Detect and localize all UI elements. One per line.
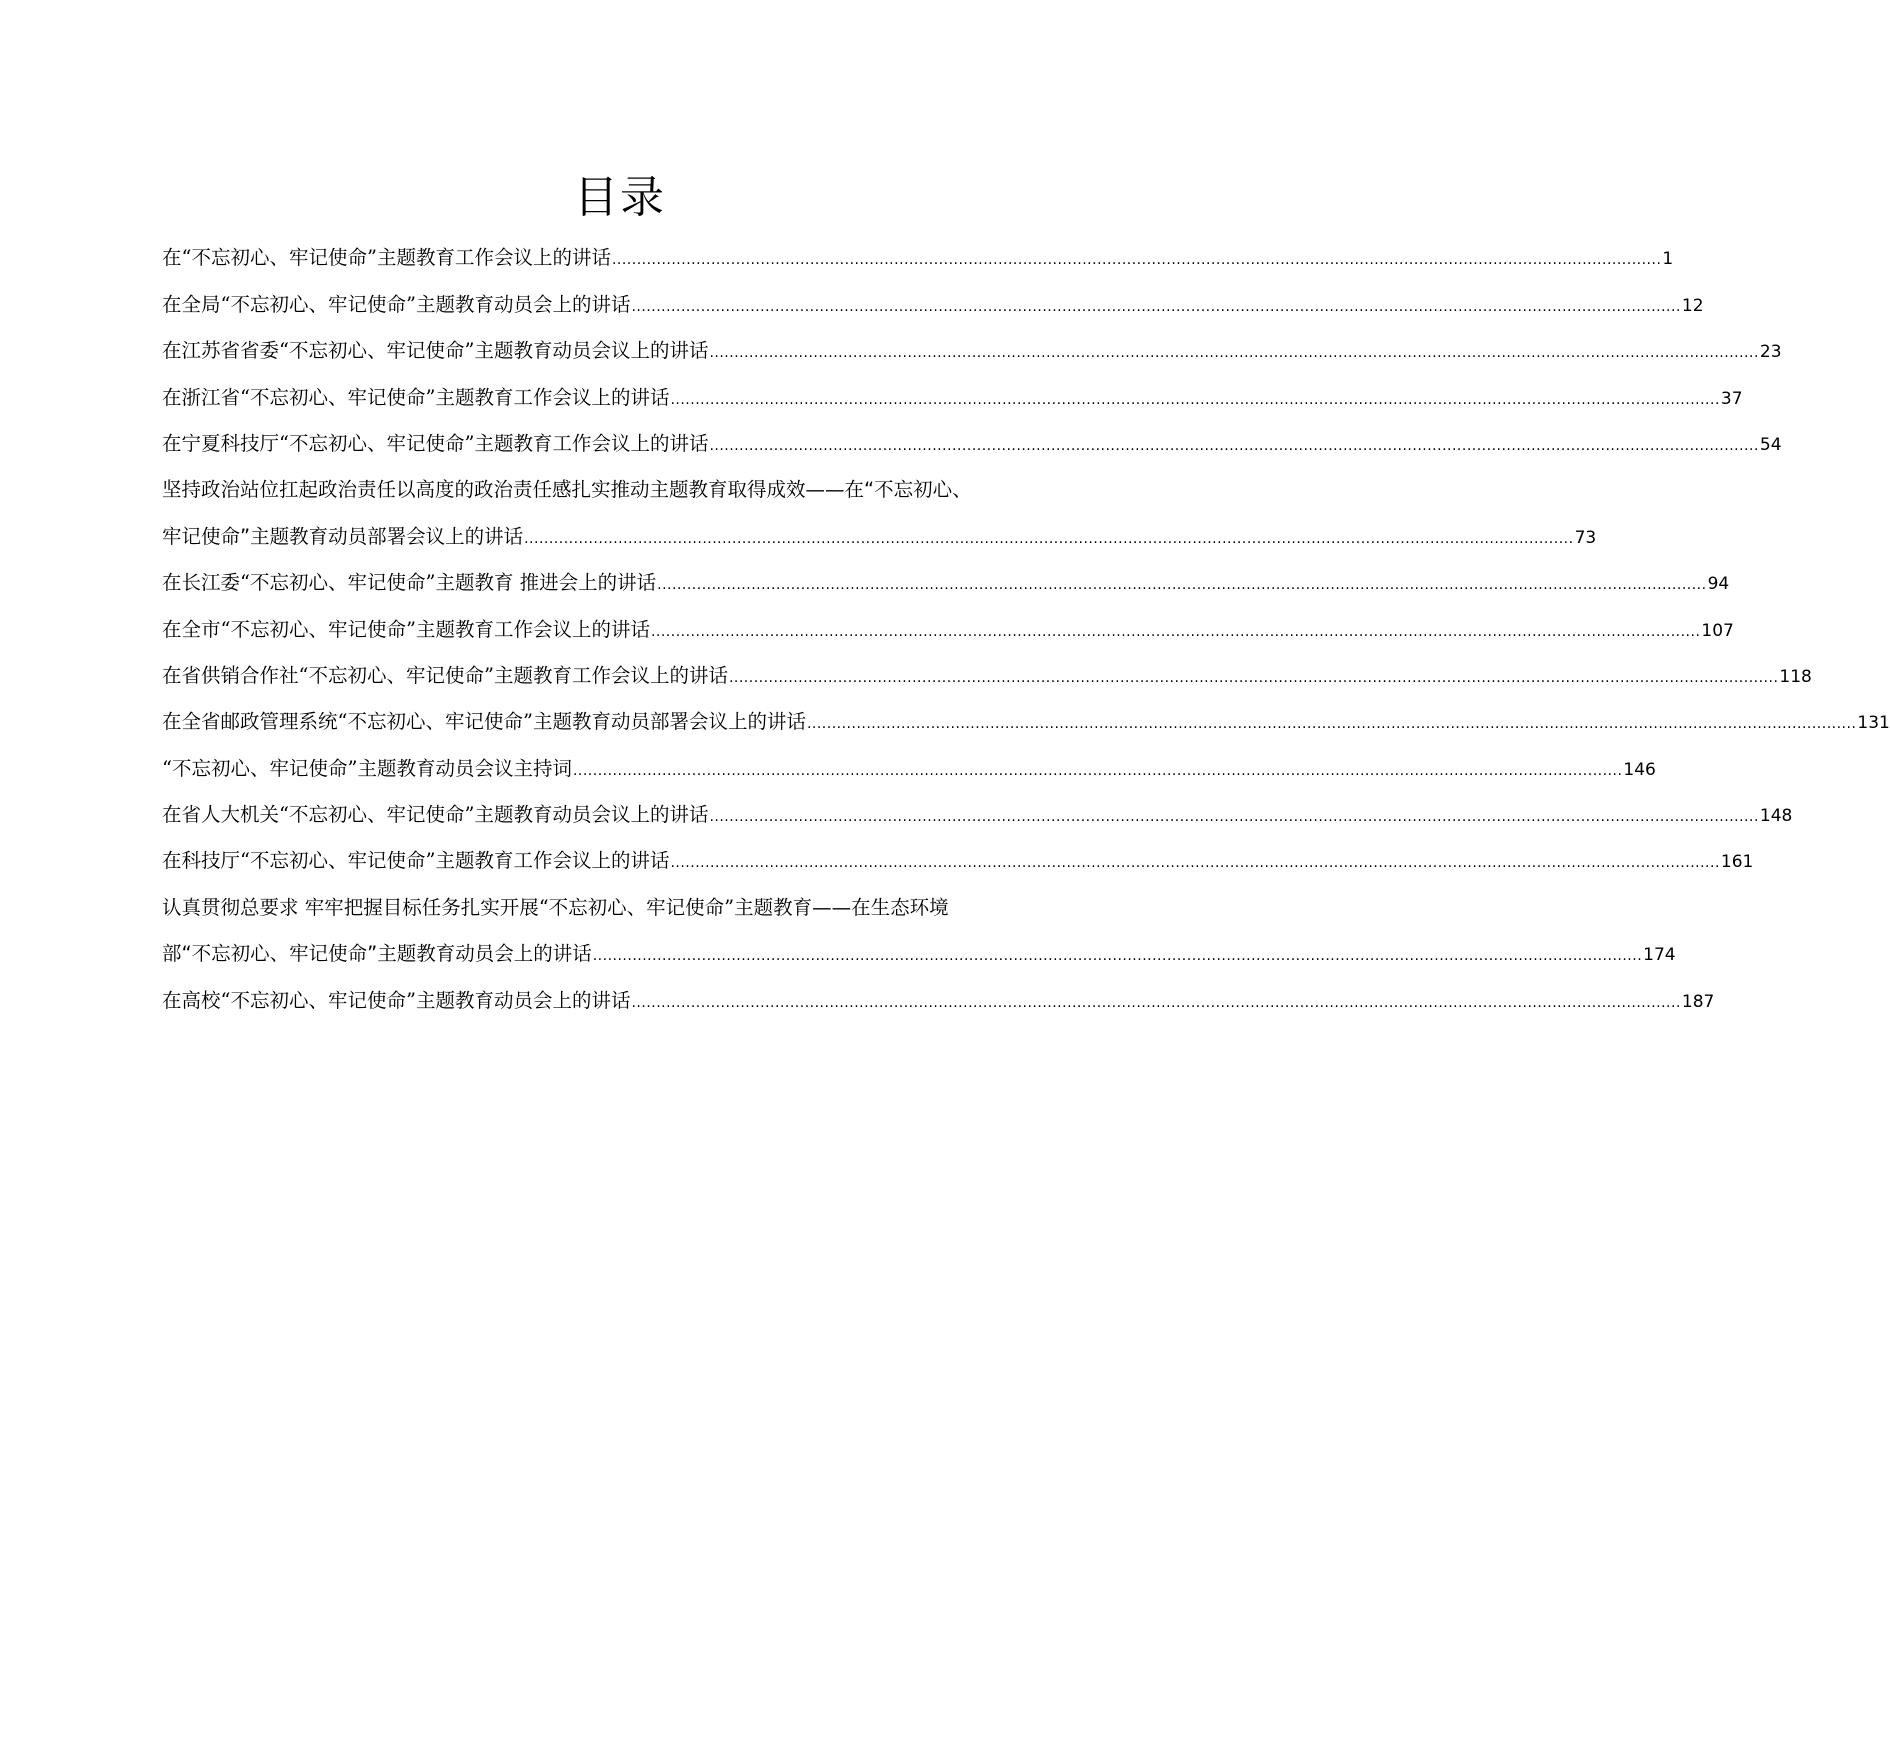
toc-entry[interactable] bbox=[162, 412, 1782, 458]
toc-page-number: 187 bbox=[1681, 991, 1715, 1012]
toc-page-number: 1 bbox=[1662, 249, 1674, 270]
toc-entry[interactable] bbox=[162, 736, 1656, 782]
toc-entry-title: “不忘初心、牢记使命”主题教育动员会议主持词 bbox=[162, 756, 572, 780]
toc-entry-title: 在高校“不忘初心、牢记使命”主题教育动员会上的讲话 bbox=[162, 988, 631, 1012]
toc-page-number: 12 bbox=[1681, 295, 1704, 316]
toc-page-number: 174 bbox=[1643, 945, 1676, 966]
toc-entry-title-line1-subtitle: ——在生态环境 bbox=[812, 895, 949, 919]
toc-entry[interactable] bbox=[162, 226, 1674, 272]
table-of-contents bbox=[162, 226, 1890, 1015]
toc-entry-title: 在长江委“不忘初心、牢记使命”主题教育 推进会上的讲话 bbox=[162, 571, 657, 595]
toc-page-number: 54 bbox=[1759, 434, 1782, 455]
toc-page-number: 107 bbox=[1701, 620, 1734, 641]
toc-entry-title: 在全局“不忘初心、牢记使命”主题教育动员会上的讲话 bbox=[162, 292, 631, 316]
toc-entry-title: 在全省邮政管理系统“不忘初心、牢记使命”主题教育动员部署会议上的讲话 bbox=[162, 710, 806, 734]
toc-entry[interactable] bbox=[162, 968, 1715, 1014]
toc-entry-title-line1: 认真贯彻总要求 牢牢把握目标任务扎实开展“不忘初心、牢记使命”主题教育 bbox=[162, 895, 813, 919]
toc-entry[interactable] bbox=[162, 690, 1890, 736]
toc-dot-leader: .................................................................................................................................................................................................................... bbox=[592, 948, 1643, 965]
toc-dot-leader: .................................................................................................................................................................................................................... bbox=[650, 623, 1701, 640]
toc-entry-title: 在省供销合作社“不忘初心、牢记使命”主题教育工作会议上的讲话 bbox=[162, 663, 728, 687]
toc-dot-leader: .................................................................................................................................................................................................................... bbox=[709, 345, 1759, 362]
toc-entry-title: 在宁夏科技厅“不忘初心、牢记使命”主题教育工作会议上的讲话 bbox=[162, 431, 709, 455]
toc-entry[interactable] bbox=[162, 551, 1730, 597]
toc-entry-title: 在“不忘初心、牢记使命”主题教育工作会议上的讲话 bbox=[162, 246, 611, 270]
toc-entry-title: 牢记使命”主题教育动员部署会议上的讲话 bbox=[162, 524, 524, 548]
toc-dot-leader: .................................................................................................................................................................................................................... bbox=[806, 716, 1857, 733]
toc-page-number: 118 bbox=[1779, 666, 1812, 687]
toc-page-number: 73 bbox=[1574, 527, 1597, 548]
toc-page-number: 148 bbox=[1759, 806, 1793, 827]
toc-entry[interactable] bbox=[162, 504, 1597, 550]
toc-entry-title: 在省人大机关“不忘初心、牢记使命”主题教育动员会议上的讲话 bbox=[162, 803, 709, 827]
toc-page-number: 131 bbox=[1857, 713, 1890, 734]
toc-dot-leader: .................................................................................................................................................................................................................... bbox=[670, 855, 1720, 872]
toc-dot-leader: .................................................................................................................................................................................................................... bbox=[631, 298, 1681, 315]
toc-entry-title: 在科技厅“不忘初心、牢记使命”主题教育工作会议上的讲话 bbox=[162, 849, 670, 873]
toc-dot-leader: .................................................................................................................................................................................................................... bbox=[670, 391, 1720, 408]
toc-entry-title: 在全市“不忘初心、牢记使命”主题教育工作会议上的讲话 bbox=[162, 617, 650, 641]
toc-entry-title-line1: 坚持政治站位扛起政治责任以高度的政治责任感扎实推动主题教育取得成效 bbox=[162, 478, 806, 502]
toc-entry[interactable] bbox=[162, 597, 1734, 643]
toc-dot-leader: .................................................................................................................................................................................................................... bbox=[709, 437, 1759, 454]
toc-dot-leader: .................................................................................................................................................................................................................... bbox=[657, 577, 1707, 594]
toc-entry-title-line1-subtitle: ——在“不忘初心、 bbox=[805, 478, 972, 502]
toc-entry-title: 部“不忘初心、牢记使命”主题教育动员会上的讲话 bbox=[162, 942, 592, 966]
toc-dot-leader: .................................................................................................................................................................................................................... bbox=[709, 809, 1759, 826]
toc-dot-leader: .................................................................................................................................................................................................................... bbox=[611, 252, 1662, 269]
page-title: 目录 bbox=[574, 172, 666, 223]
toc-entry-first-line[interactable] bbox=[162, 875, 1024, 921]
toc-dot-leader: .................................................................................................................................................................................................................... bbox=[631, 994, 1681, 1011]
toc-page-number: 146 bbox=[1623, 759, 1656, 780]
toc-entry[interactable] bbox=[162, 922, 1676, 968]
toc-entry[interactable] bbox=[162, 644, 1812, 690]
toc-entry[interactable] bbox=[162, 272, 1704, 318]
toc-entry-title: 在江苏省省委“不忘初心、牢记使命”主题教育动员会议上的讲话 bbox=[162, 339, 709, 363]
toc-dot-leader: .................................................................................................................................................................................................................... bbox=[728, 669, 1779, 686]
toc-entry[interactable] bbox=[162, 319, 1782, 365]
toc-entry[interactable] bbox=[162, 783, 1793, 829]
toc-entry[interactable] bbox=[162, 365, 1743, 411]
toc-dot-leader: .................................................................................................................................................................................................................... bbox=[572, 762, 1623, 779]
toc-page-number: 23 bbox=[1759, 342, 1782, 363]
toc-entry-first-line[interactable] bbox=[162, 458, 1024, 504]
toc-page-number: 37 bbox=[1720, 388, 1743, 409]
toc-entry-title: 在浙江省“不忘初心、牢记使命”主题教育工作会议上的讲话 bbox=[162, 385, 670, 409]
toc-entry[interactable] bbox=[162, 829, 1754, 875]
toc-page-number: 161 bbox=[1720, 852, 1754, 873]
toc-page-number: 94 bbox=[1707, 574, 1730, 595]
toc-dot-leader: .................................................................................................................................................................................................................... bbox=[524, 530, 1574, 547]
